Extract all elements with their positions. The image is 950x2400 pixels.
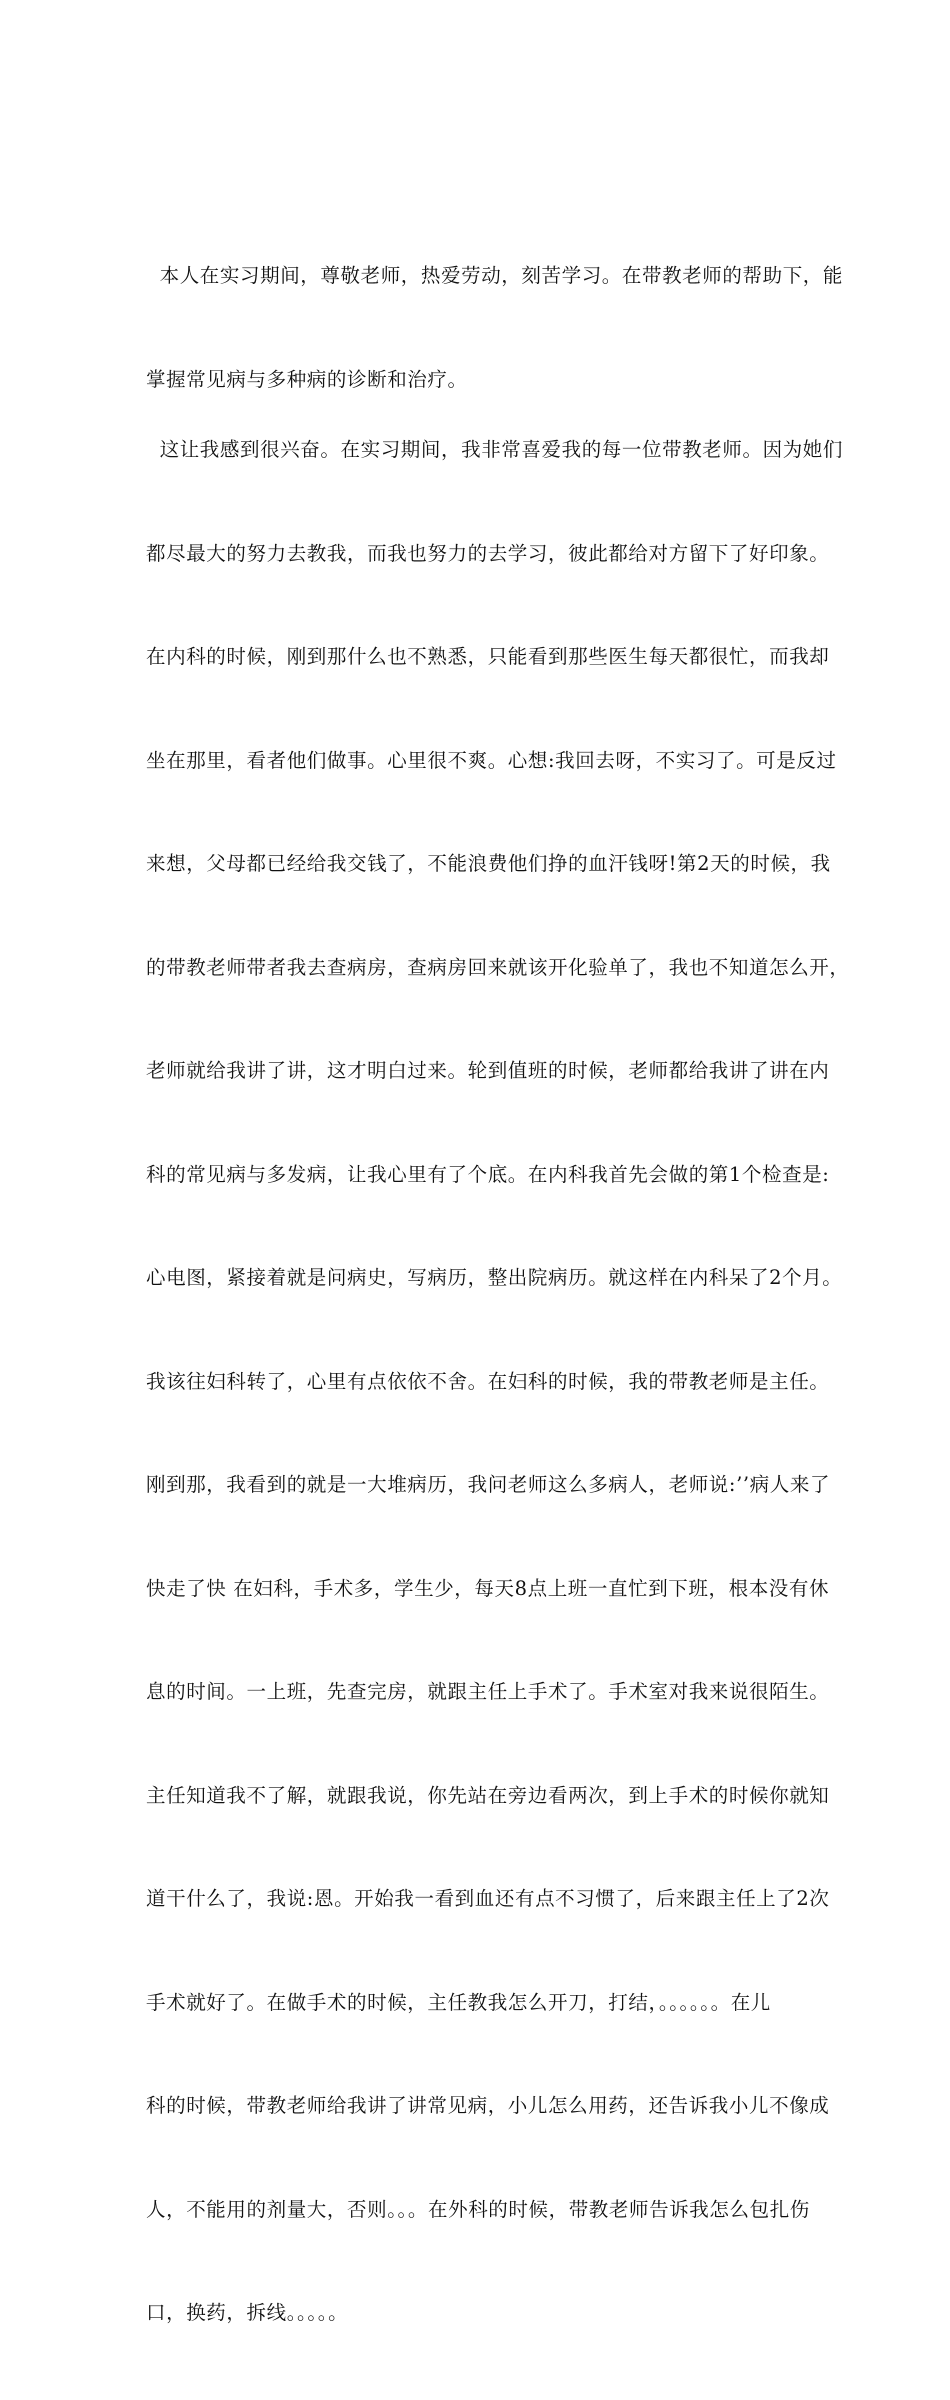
text-line: 掌握常见病与多种病的诊断和治疗。	[146, 367, 468, 391]
text-line: 口，换药，拆线。。。。。	[146, 2301, 349, 2324]
text-line: 科的常见病与多发病，让我心里有了个底。在内科我首先会做的第1个检查是:	[146, 1162, 830, 1186]
text-line: 息的时间。一上班，先查完房，就跟主任上手术了。手术室对我来说很陌生。	[146, 1680, 830, 1703]
text-line: 快走了快 在妇科，手术多，学生少，每天8点上班一直忙到下班，根本没有休	[146, 1576, 830, 1600]
text-line: 这让我感到很兴奋。在实习期间，我非常喜爱我的每一位带教老师。因为她们	[146, 438, 843, 461]
text-line: 人，不能用的剂量大，否则。。。在外科的时候，带教老师告诉我怎么包扎伤	[146, 2197, 810, 2221]
text-line: 心电图，紧接着就是问病史，写病历，整出院病历。就这样在内科呆了2个月。	[146, 1266, 843, 1289]
text-line: 主任知道我不了解，就跟我说，你先站在旁边看两次，到上手术的时候你就知	[146, 1783, 830, 1807]
text-line: 道干什么了，我说:恩。开始我一看到血还有点不习惯了，后来跟主任上了2次	[146, 1887, 830, 1910]
text-line: 本人在实习期间，尊敬老师，热爱劳动，刻苦学习。在带教老师的帮助下，能	[146, 264, 843, 287]
text-line: 老师就给我讲了讲，这才明白过来。轮到值班的时候，老师都给我讲了讲在内	[146, 1059, 830, 1082]
text-line: 科的时候，带教老师给我讲了讲常见病，小儿怎么用药，还告诉我小儿不像成	[146, 2094, 830, 2117]
paragraph-internship-experience	[146, 364, 850, 2400]
text-line: 都尽最大的努力去教我，而我也努力的去学习，彼此都给对方留下了好印象。	[146, 541, 830, 565]
text-line: 我该往妇科转了，心里有点依依不舍。在妇科的时候，我的带教老师是主任。	[146, 1369, 830, 1393]
text-line: 来想，父母都已经给我交钱了，不能浪费他们挣的血汗钱呀!第2天的时候，我	[146, 852, 831, 875]
text-line: 手术就好了。在做手术的时候，主任教我怎么开刀，打结，。。。。。。在儿	[146, 1990, 771, 2014]
text-line: 的带教老师带者我去查病房，查病房回来就该开化验单了，我也不知道怎么开，	[146, 955, 850, 979]
text-line: 坐在那里，看者他们做事。心里很不爽。心想:我回去呀，不实习了。可是反过	[146, 748, 837, 772]
text-line: 刚到那，我看到的就是一大堆病历，我问老师这么多病人，老师说:’’病人来了	[146, 1473, 831, 1496]
text-line: 在内科的时候，刚到那什么也不熟悉，只能看到那些医生每天都很忙，而我却	[146, 645, 830, 668]
